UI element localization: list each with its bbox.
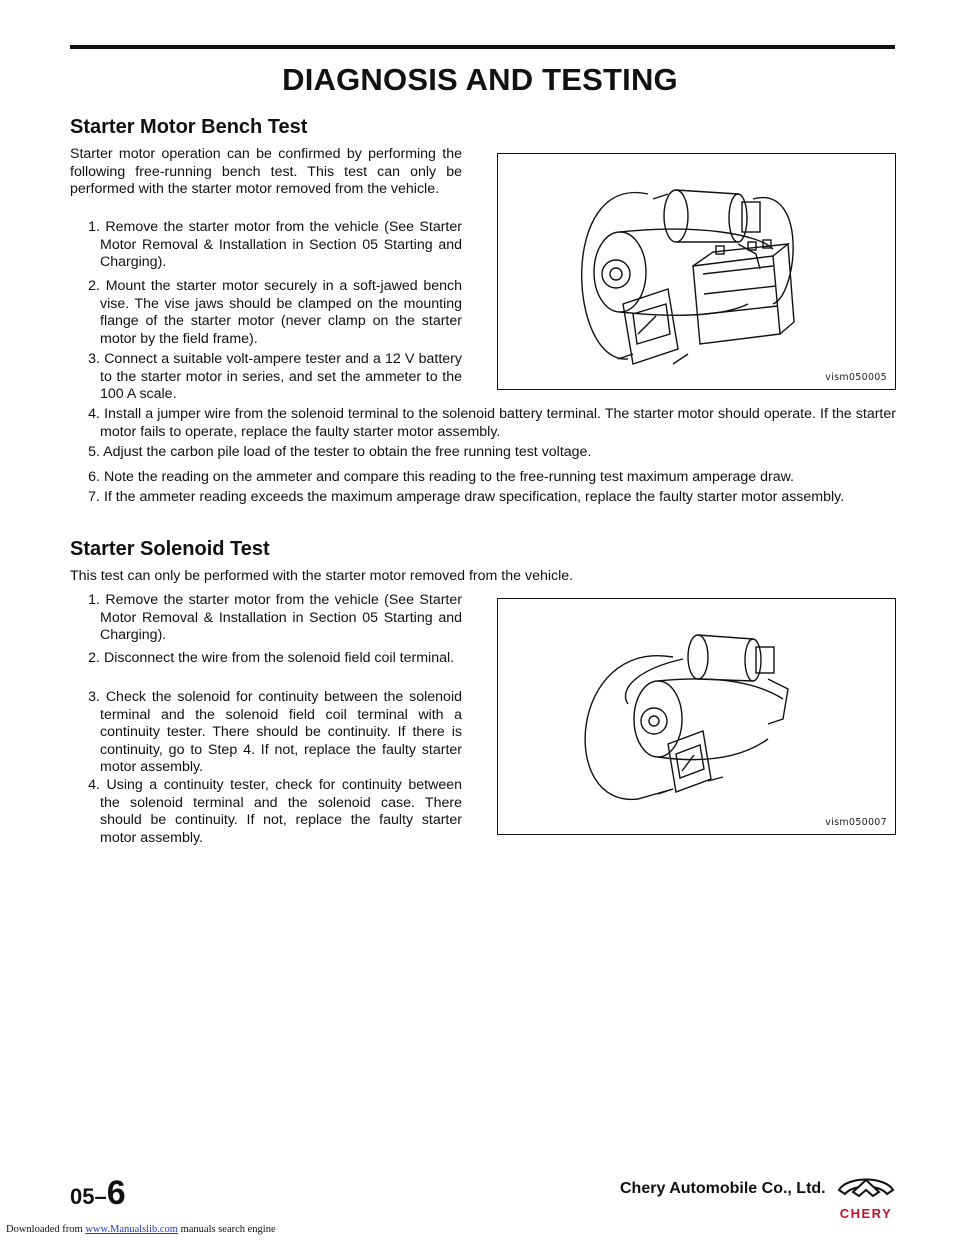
bench-test-intro: Starter motor operation can be confirmed by performing the following free-running bench test. This test can only be performed with the starter motor removed from the vehicle. [70,146,462,197]
manualslib-link[interactable]: www.Manualslib.com [85,1224,178,1235]
bench-step-1: 1. Remove the starter motor from the vehicle (See Starter Motor Removal & Installation in Section 05 Starting and Charging). [88,219,462,270]
bench-step-2: 2. Mount the starter motor securely in a soft-jawed bench vise. The vise jaws should be clamped on the mounting flange of the starter motor (never clamp on the starter motor by the field frame). [88,278,462,347]
bench-step-4: 4. Install a jumper wire from the solenoid terminal to the solenoid battery terminal. The starter motor should operate. If the starter motor fails to operate, replace the faulty starter motor assembly. [88,406,896,440]
bench-step-5: 5. Adjust the carbon pile load of the tester to obtain the free running test voltage. [88,444,592,460]
figure-caption-1: vism050005 [825,372,887,383]
company-name: Chery Automobile Co., Ltd. [620,1180,826,1197]
solenoid-step-3: 3. Check the solenoid for continuity between the solenoid terminal and the solenoid field coil terminal with a continuity tester. There should be continuity. If there is continuity, go to Step 4. If not, replace the faulty starter motor assembly. [88,689,462,775]
starter-battery-tester-illustration [498,154,895,389]
section-heading-bench-test: Starter Motor Bench Test [70,116,308,138]
bench-step-3: 3. Connect a suitable volt-ampere tester and a 12 V battery to the starter motor in series, and set the ammeter to the 100 A scale. [88,351,462,402]
solenoid-step-1: 1. Remove the starter motor from the vehicle (See Starter Motor Removal & Installation in Section 05 Starting and Charging). [88,592,462,643]
page-number: 05–6 [70,1174,126,1212]
top-rule [70,45,895,49]
chery-logo [835,1168,897,1229]
solenoid-step-4: 4. Using a continuity tester, check for continuity between the solenoid terminal and the solenoid case. There should be continuity. If not, replace the faulty starter motor assembly. [88,777,462,846]
page-title: DIAGNOSIS AND TESTING [282,62,678,97]
solenoid-step-2: 2. Disconnect the wire from the solenoid field coil terminal. [88,650,455,666]
figure-caption-2: vism050007 [825,817,887,828]
download-footer: Downloaded from www.Manualslib.com manuals search engine [6,1224,276,1235]
section-heading-solenoid-test: Starter Solenoid Test [70,538,270,560]
solenoid-test-intro: This test can only be performed with the starter motor removed from the vehicle. [70,568,574,584]
starter-continuity-tester-illustration [498,599,895,834]
svg-text:CHERY: CHERY [839,1206,893,1221]
bench-step-7: 7. If the ammeter reading exceeds the maximum amperage draw specification, replace the faulty starter motor assembly. [88,489,845,505]
figure-solenoid-test [497,598,896,835]
figure-bench-test [497,153,896,390]
bench-step-6: 6. Note the reading on the ammeter and compare this reading to the free-running test maximum amperage draw. [88,469,794,485]
chery-logo-icon [835,1168,897,1224]
